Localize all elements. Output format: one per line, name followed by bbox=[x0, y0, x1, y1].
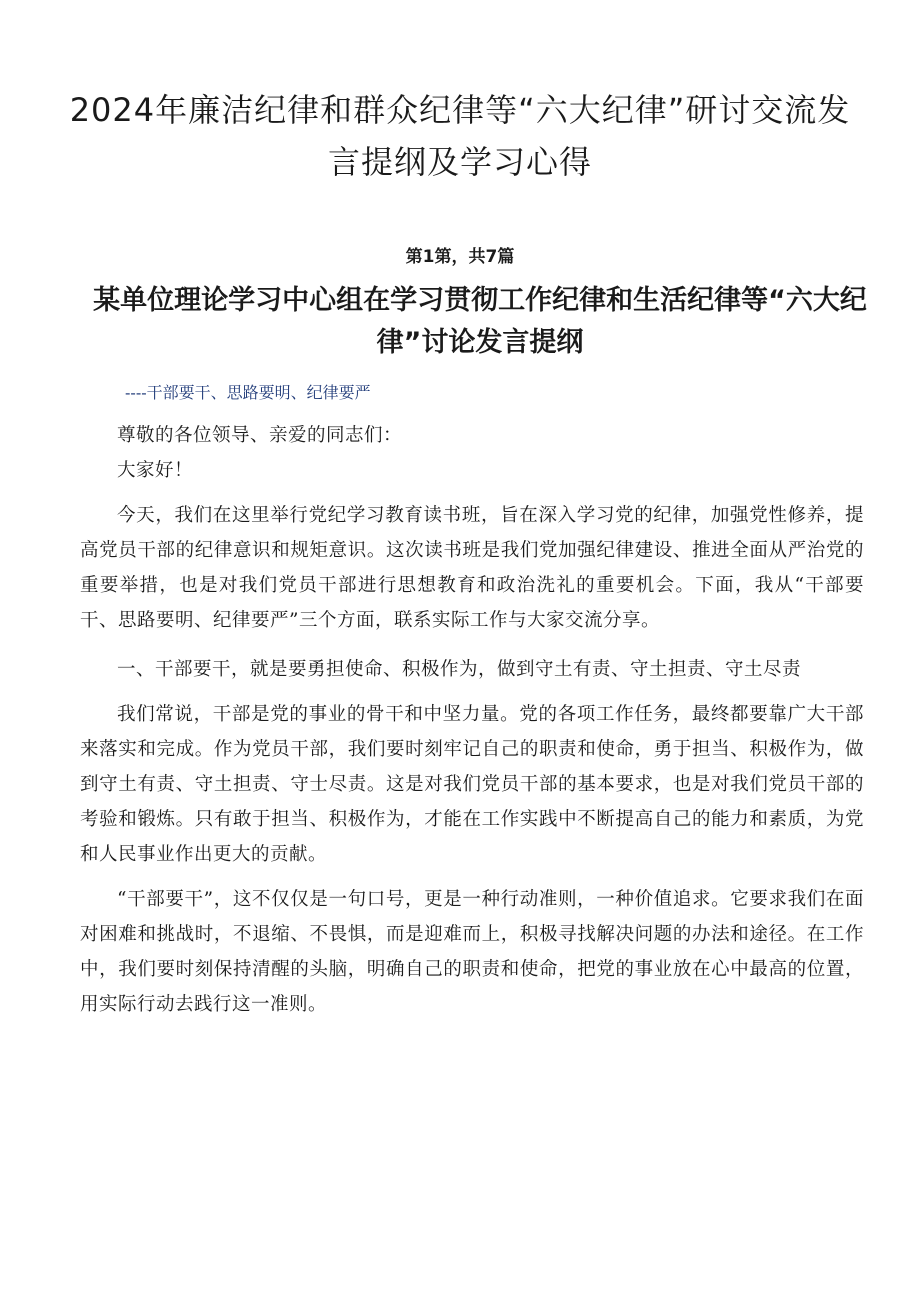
part-label: 第1第，共7篇 bbox=[405, 247, 515, 267]
section-heading: 一、干部要干，就是要勇担使命、积极作为，做到守土有责、守土担责、守土尽责 bbox=[117, 659, 802, 680]
sub-title: 某单位理论学习中心组在学习贯彻工作纪律和生活纪律等“六大纪律”讨论发言提纲 bbox=[93, 285, 867, 358]
body-paragraph: 我们常说，干部是党的事业的骨干和中坚力量。党的各项工作任务，最终都要靠广大干部来落实和完成。作为党员干部，我们要时刻牢记自己的职责和使命，勇于担当、积极作为，做到守土有责、守土担责、守士尽责。这是对我们党员干部的基本要求，也是对我们党员干部的考验和锻炼。只有敢于担当、积极作为，才能在工作实践中不断提高自己的能力和素质，为党和人民事业作出更大的贡献。 bbox=[80, 704, 864, 865]
salutation: 尊敬的各位领导、亲爱的同志们： bbox=[117, 425, 403, 446]
tagline: ----干部要干、思路要明、纪律要严 bbox=[125, 383, 371, 402]
body-paragraph: “干部要干”，这不仅仅是一句口号，更是一种行动准则，一种价值追求。它要求我们在面对困难和挑战时，不退缩、不畏惧，而是迎难而上，积极寻找解决问题的办法和途径。在工作中，我们要时刻保持清醒的头脑，明确自己的职责和使命，把党的事业放在心中最高的位置，用实际行动去践行这一准则。 bbox=[80, 889, 864, 1015]
greeting: 大家好！ bbox=[117, 460, 194, 481]
intro-paragraph: 今天，我们在这里举行党纪学习教育读书班，旨在深入学习党的纪律，加强党性修养，提高党员干部的纪律意识和规矩意识。这次读书班是我们党加强纪律建设、推进全面从严治党的重要举措，也是对我们党员干部进行思想教育和政治洗礼的重要机会。下面，我从“干部要干、思路要明、纪律要严”三个方面，联系实际工作与大家交流分享。 bbox=[80, 505, 864, 631]
main-title: 2024年廉洁纪律和群众纪律等“六大纪律”研讨交流发言提纲及学习心得 bbox=[69, 91, 851, 181]
document-body bbox=[80, 418, 864, 1022]
